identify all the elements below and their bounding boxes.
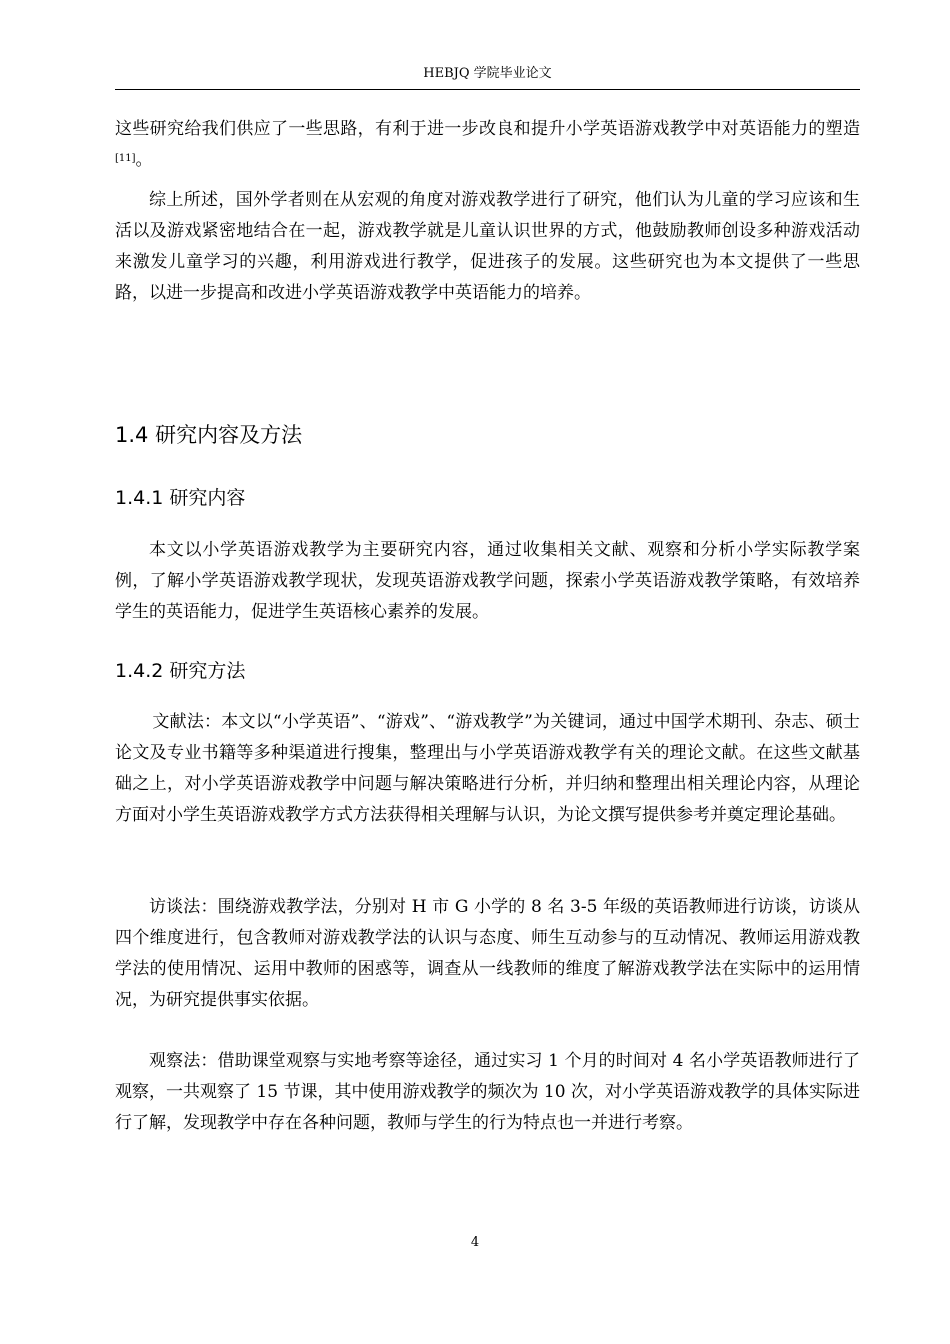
subsection-heading-methods: 1.4.2 研究方法 [115,660,246,682]
section-heading: 1.4 研究内容及方法 [115,423,303,447]
continuation-paragraph [115,114,860,176]
summary-paragraph: 综上所述，国外学者则在从宏观的角度对游戏教学进行了研究，他们认为儿童的学习应该和生活以及游戏紧密地结合在一起，游戏教学就是儿童认识世界的方式，他鼓励教师创设多种游戏活动来激发儿童学习的兴趣，利用游戏进行教学，促进孩子的发展。这些研究也为本文提供了一些思路，以进一步提高和改进小学英语游戏教学中英语能力的培养。 [115,190,860,303]
continuation-end: 。 [135,150,153,170]
research-content-paragraph: 本文以小学英语游戏教学为主要研究内容，通过收集相关文献、观察和分析小学实际教学案例，了解小学英语游戏教学现状，发现英语游戏教学问题，探索小学英语游戏教学策略，有效培养学生的英语能力，促进学生英语核心素养的发展。 [115,540,860,622]
observation-method-paragraph: 观察法：借助课堂观察与实地考察等途径，通过实习 1 个月的时间对 4 名小学英语教师进行了观察，一共观察了 15 节课，其中使用游戏教学的频次为 10 次，对小学英语游戏教学的具体实际进行了解，发现教学中存在各种问题，教师与学生的行为特点也一并进行考察。 [115,1051,860,1133]
running-header: HEBJQ 学院毕业论文 [423,66,552,81]
literature-method-paragraph: 文献法：本文以“小学英语”、“游戏”、“游戏教学”为关键词，通过中国学术期刊、杂志、硕士论文及专业书籍等多种渠道进行搜集，整理出与小学英语游戏教学有关的理论文献。在这些文献基础之上，对小学英语游戏教学中问题与解决策略进行分析，并归纳和整理出相关理论内容，从理论方面对小学生英语游戏教学方式方法获得相关理解与认识，为论文撰写提供参考并奠定理论基础。 [115,712,860,825]
continuation-text: 这些研究给我们供应了一些思路，有利于进一步改良和提升小学英语游戏教学中对英语能力的塑造 [115,119,860,139]
header-divider [115,89,860,90]
interview-method-paragraph: 访谈法：围绕游戏教学法，分别对 H 市 G 小学的 8 名 3-5 年级的英语教师进行访谈，访谈从四个维度进行，包含教师对游戏教学法的认识与态度、师生互动参与的互动情况、教师运用游戏教学法的使用情况、运用中教师的困惑等，调查从一线教师的维度了解游戏教学法在实际中的运用情况，为研究提供事实依据。 [115,897,860,1010]
citation-marker: [11] [115,153,136,164]
subsection-heading-content: 1.4.1 研究内容 [115,487,246,509]
page-number: 4 [470,1235,480,1250]
